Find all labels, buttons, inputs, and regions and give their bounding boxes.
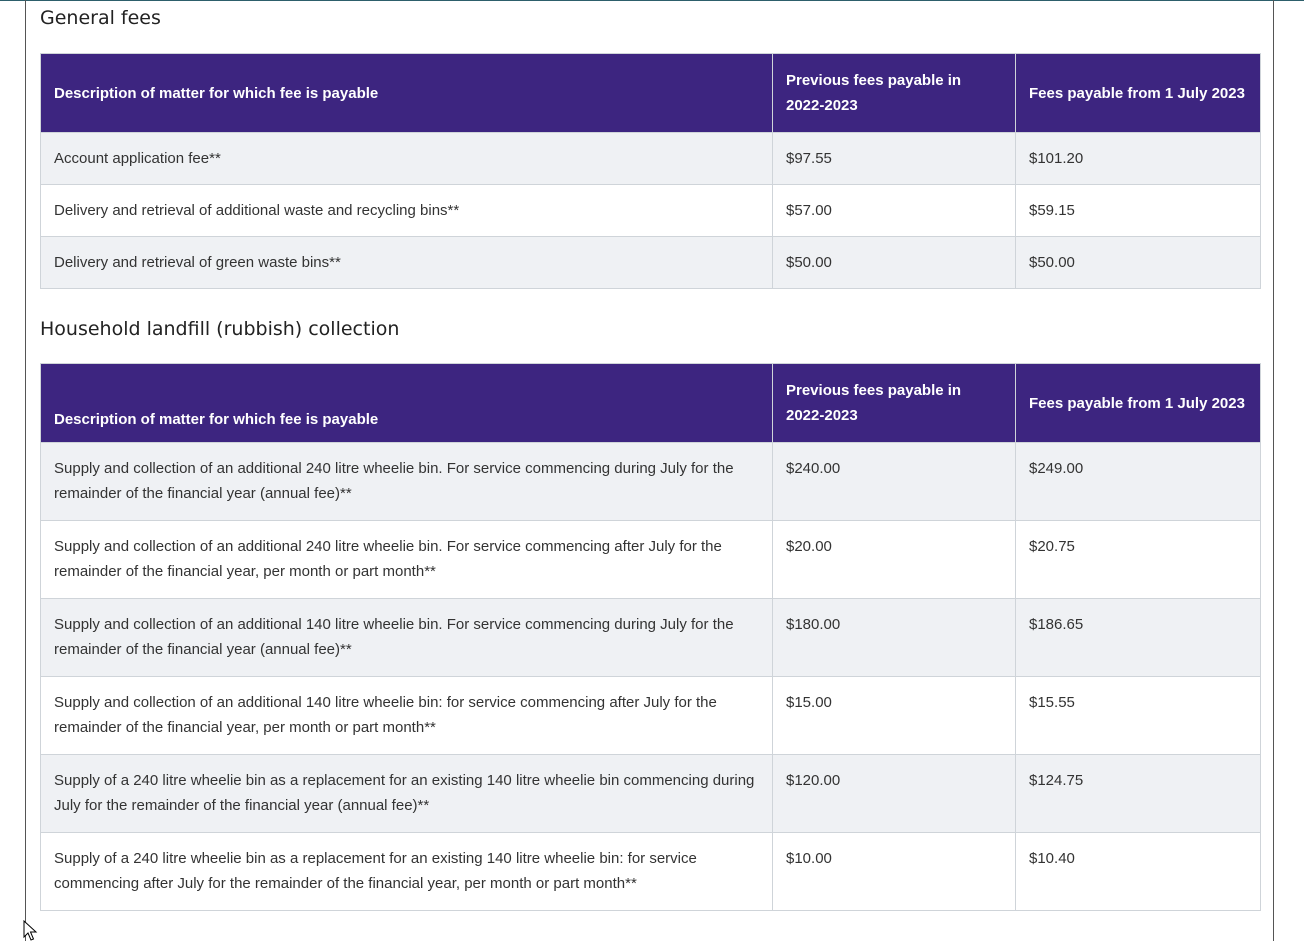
column-header-fees-from: Fees payable from 1 July 2023: [1016, 364, 1261, 443]
table-row: [41, 521, 1261, 599]
fee-description: Supply and collection of an additional 140 litre wheelie bin: for service commencing after July for the remainder of the financial year, per month or part month**: [41, 677, 773, 755]
content-frame-right-border: [1273, 0, 1274, 941]
table-row: [41, 237, 1261, 289]
table-row: [41, 599, 1261, 677]
fee-description: Supply and collection of an additional 240 litre wheelie bin. For service commencing after July for the remainder of the financial year, per month or part month**: [41, 521, 773, 599]
previous-fee: $15.00: [773, 677, 1016, 755]
general-fees-table: [40, 53, 1261, 289]
previous-fee: $97.55: [773, 133, 1016, 185]
table-header-row: [41, 364, 1261, 443]
content-frame-left-border: [25, 0, 26, 941]
mouse-pointer-icon: [23, 920, 39, 942]
column-header-description: Description of matter for which fee is payable: [41, 54, 773, 133]
new-fee: $59.15: [1016, 185, 1261, 237]
fee-description: Supply of a 240 litre wheelie bin as a replacement for an existing 140 litre wheelie bin: for service commencing after July for the remainder of the financial year, per month or part month**: [41, 833, 773, 911]
previous-fee: $180.00: [773, 599, 1016, 677]
section-heading-household-landfill: Household landfill (rubbish) collection: [40, 318, 400, 340]
new-fee: $101.20: [1016, 133, 1261, 185]
table-row: [41, 443, 1261, 521]
new-fee: $20.75: [1016, 521, 1261, 599]
new-fee: $15.55: [1016, 677, 1261, 755]
table-row: [41, 833, 1261, 911]
fee-description: Supply and collection of an additional 140 litre wheelie bin. For service commencing during July for the remainder of the financial year (annual fee)**: [41, 599, 773, 677]
table-row: [41, 677, 1261, 755]
fee-description: Account application fee**: [41, 133, 773, 185]
previous-fee: $240.00: [773, 443, 1016, 521]
section-heading-general-fees: General fees: [40, 7, 161, 29]
new-fee: $124.75: [1016, 755, 1261, 833]
fee-description: Delivery and retrieval of additional waste and recycling bins**: [41, 185, 773, 237]
previous-fee: $20.00: [773, 521, 1016, 599]
column-header-previous-fees: Previous fees payable in 2022-2023: [773, 364, 1016, 443]
fee-description: Supply and collection of an additional 240 litre wheelie bin. For service commencing during July for the remainder of the financial year (annual fee)**: [41, 443, 773, 521]
new-fee: $186.65: [1016, 599, 1261, 677]
new-fee: $249.00: [1016, 443, 1261, 521]
column-header-description: Description of matter for which fee is payable: [41, 364, 773, 443]
fee-description: Supply of a 240 litre wheelie bin as a replacement for an existing 140 litre wheelie bin commencing during July for the remainder of the financial year (annual fee)**: [41, 755, 773, 833]
column-header-fees-from: Fees payable from 1 July 2023: [1016, 54, 1261, 133]
new-fee: $10.40: [1016, 833, 1261, 911]
fee-description: Delivery and retrieval of green waste bins**: [41, 237, 773, 289]
new-fee: $50.00: [1016, 237, 1261, 289]
table-header-row: [41, 54, 1261, 133]
table-row: [41, 185, 1261, 237]
previous-fee: $10.00: [773, 833, 1016, 911]
previous-fee: $120.00: [773, 755, 1016, 833]
top-border: [0, 0, 1304, 1]
previous-fee: $57.00: [773, 185, 1016, 237]
previous-fee: $50.00: [773, 237, 1016, 289]
household-landfill-table: [40, 363, 1261, 911]
table-row: [41, 133, 1261, 185]
column-header-previous-fees: Previous fees payable in 2022-2023: [773, 54, 1016, 133]
table-row: [41, 755, 1261, 833]
